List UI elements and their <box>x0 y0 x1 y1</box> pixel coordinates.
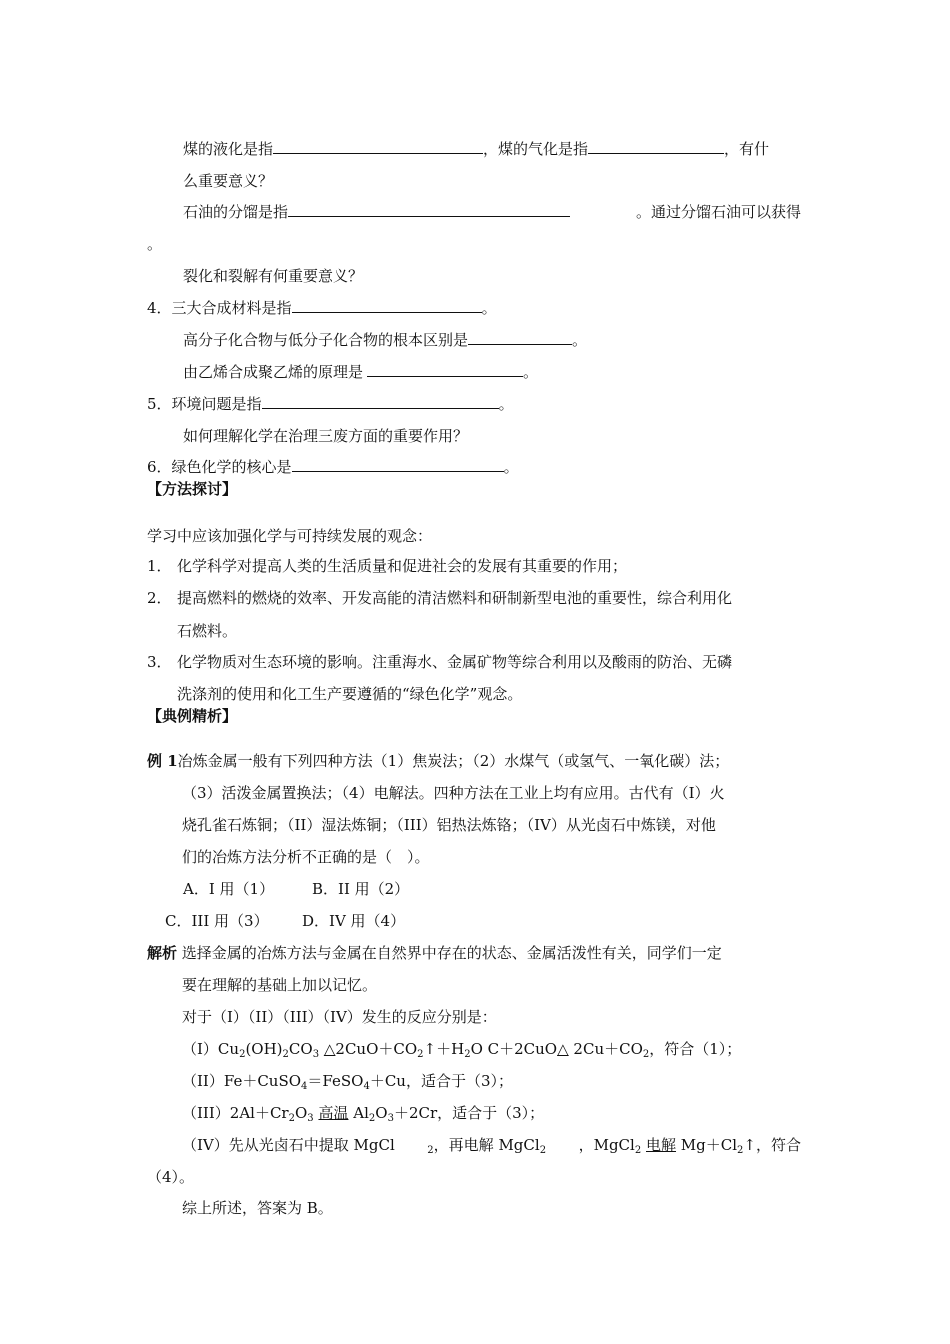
oil-fraction-label: 石油的分馏是指 <box>183 203 289 221</box>
heat-condition-2: △ <box>557 1040 569 1058</box>
example-heading: 【典例精析】 <box>147 707 238 725</box>
method-intro: 学习中应该加强化学与可持续发展的观念： <box>147 527 433 545</box>
high-temp-condition: 高温 <box>318 1104 349 1122</box>
option-b[interactable]: B．II 用（2） <box>312 880 410 898</box>
conclusion: 综上所述，答案为 B。 <box>182 1199 333 1217</box>
example-line-4: 们的冶炼方法分析不正确的是（ ）。 <box>182 848 430 866</box>
example-line-2: （3）活泼金属置换法；（4）电解法。四种方法在工业上均有应用。古代有（I）火 <box>182 784 725 802</box>
heat-condition: △ <box>323 1040 336 1058</box>
coal-liquefaction-label: 煤的液化是指 <box>183 140 274 158</box>
coal-line-2: 么重要意义？ <box>183 172 274 190</box>
example-line-1: 例 1冶炼金属一般有下列四种方法（1）焦炭法；（2）水煤气（或氢气、一氧化碳）法； <box>147 752 730 770</box>
analysis-line-2: 要在理解的基础上加以记忆。 <box>182 976 378 994</box>
oil-line: 石油的分馏是指 。通过分馏石油可以获得 <box>183 203 801 221</box>
polyethylene-question: 由乙烯合成聚乙烯的原理是 。 <box>183 363 539 381</box>
coal-gasification-label: ，煤的气化是指 <box>483 140 589 158</box>
option-d[interactable]: D．IV 用（4） <box>302 912 406 930</box>
reaction-3: $(III)2Al+Cr_2O_3$ 高温 $Al_2O_3+2Cr$，适合于（3）； <box>182 1104 545 1124</box>
question-6: 6．绿色化学的核心是 。 <box>147 458 519 476</box>
question-5: 5．环境问题是指 。 <box>147 395 514 413</box>
electrolysis-condition: 电解 <box>646 1136 677 1154</box>
option-c[interactable]: C．III 用（3） <box>165 912 269 930</box>
blank-green-chemistry[interactable] <box>292 456 504 472</box>
three-wastes-question: 如何理解化学在治理三废方面的重要作用？ <box>183 427 469 445</box>
blank-polymer[interactable] <box>468 329 572 345</box>
blank-polyethylene[interactable] <box>367 361 523 377</box>
analysis-line-1: 解析 选择金属的冶炼方法与金属在自然界中存在的状态、金属活泼性有关，同学们一定 <box>147 944 722 962</box>
reaction-4-cont: （4）。 <box>147 1168 195 1186</box>
method-point-2-cont: 石燃料。 <box>177 622 238 640</box>
blank-environment[interactable] <box>262 393 499 409</box>
method-point-3: 3． 化学物质对生态环境的影响。注重海水、金属矿物等综合利用以及酸雨的防治、无磷 <box>147 653 733 671</box>
method-heading: 【方法探讨】 <box>147 480 238 498</box>
reaction-4: （IV）先从光卤石中提取 MgCl $_2$，再电解 MgCl$_2$ ，MgCl$_2$ 电解 $Mg+Cl_2↑$，符合 <box>182 1136 801 1156</box>
example-line-3: 烧孔雀石炼铜；（II）湿法炼铜；（III）铝热法炼铬；（IV）从光卤石中炼镁，对他 <box>182 816 716 834</box>
reaction-2: （II）Fe＋CuSO$_4$＝FeSO$_4$＋Cu，适合于（3）； <box>182 1072 514 1092</box>
method-point-3-cont: 洗涤剂的使用和化工生产要遵循的“绿色化学”观念。 <box>177 685 523 703</box>
analysis-label: 解析 <box>147 944 178 962</box>
option-a[interactable]: A．I 用（1） <box>183 880 275 898</box>
coal-line: 煤的液化是指 ，煤的气化是指 ，有什 <box>183 140 770 158</box>
cracking-question: 裂化和裂解有何重要意义？ <box>183 267 364 285</box>
blank-coal-liquefaction[interactable] <box>273 138 483 154</box>
blank-coal-gasification[interactable] <box>588 138 724 154</box>
reaction-1: $(I)Cu_2(OH)_2CO_3$ $\triangle 2CuO+CO_2↑+H_2O$ C＋2CuO△ $2Cu+CO_2$，符合（1）； <box>182 1040 742 1060</box>
oil-line-2: 。 <box>147 235 163 253</box>
polymer-question: 高分子化合物与低分子化合物的根本区别是 。 <box>183 331 588 349</box>
method-point-2: 2． 提高燃料的燃烧的效率、开发高能的清洁燃料和研制新型电池的重要性，综合利用化 <box>147 589 733 607</box>
method-point-1: 1． 化学科学对提高人类的生活质量和促进社会的发展有其重要的作用； <box>147 557 628 575</box>
blank-synthetic-materials[interactable] <box>292 297 482 313</box>
blank-oil-fraction[interactable] <box>288 201 570 217</box>
example-label: 例 1 <box>147 752 178 770</box>
question-4: 4．三大合成材料是指 。 <box>147 299 497 317</box>
analysis-line-3: 对于（I）（II）（III）（IV）发生的反应分别是： <box>182 1008 497 1026</box>
